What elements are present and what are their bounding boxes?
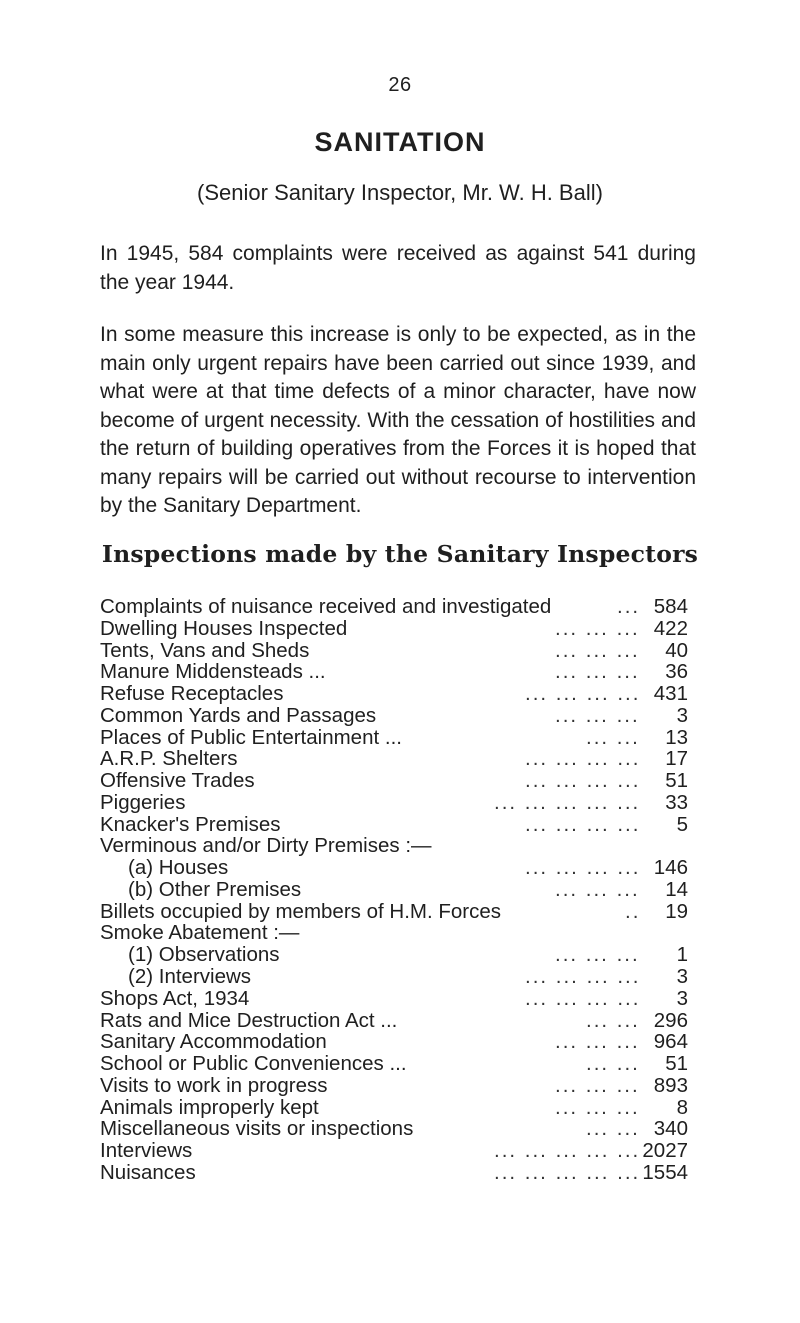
row-label: Shops Act, 1934 [100,986,250,1010]
row-leaders: ... [617,595,641,618]
row-value: 19 [665,899,688,923]
row-value: 2027 [642,1139,688,1163]
row-value: 5 [676,812,688,836]
table-row [100,944,696,966]
row-value: 40 [665,638,688,662]
table-row [100,1118,696,1140]
row-value: 36 [665,660,688,684]
row-leaders: .. [625,899,641,923]
row-leaders: ... ... ... ... [525,769,641,793]
row-label: Rats and Mice Destruction Act ... [100,1008,398,1032]
row-leaders: ... ... ... ... [525,965,641,989]
row-leaders: ... ... ... [555,943,640,967]
row-leaders: ... ... [586,1008,640,1032]
row-label: Dwelling Houses Inspected [100,616,348,640]
row-label: (a) Houses [128,856,229,880]
table-row [100,1097,696,1119]
row-label: Verminous and/or Dirty Premises :— [100,834,432,858]
table-row [100,727,696,749]
row-value: 33 [665,790,688,814]
table-row [100,835,696,857]
row-label: Tents, Vans and Sheds [100,638,310,662]
table-row [100,988,696,1010]
row-leaders: ... ... ... [555,1030,640,1054]
row-label: Places of Public Entertainment ... [100,725,402,749]
row-label: (1) Observations [128,943,280,967]
row-value: 584 [653,595,688,618]
page-number: 26 [388,74,412,96]
row-value: 3 [676,703,688,727]
row-label: School or Public Conveniences ... [100,1052,407,1076]
row-label: Complaints of nuisance received and investigated [100,595,552,618]
row-value: 1554 [642,1160,688,1184]
row-label: Interviews [100,1139,193,1163]
row-value: 146 [653,856,688,880]
row-leaders: ... ... ... ... [525,812,641,836]
row-value: 14 [665,877,688,901]
row-value: 1 [676,943,688,967]
table-row [100,770,696,792]
row-value: 296 [653,1008,688,1032]
table-row [100,922,696,944]
table-row [100,1010,696,1032]
row-label: Smoke Abatement :— [100,921,300,945]
row-leaders: ... ... [586,725,640,749]
page-subtitle: (Senior Sanitary Inspector, Mr. W. H. Ball) [197,180,603,205]
row-label: Knacker's Premises [100,812,281,836]
row-leaders: ... ... ... ... [525,682,641,706]
row-leaders: ... ... ... [555,638,640,662]
table-row [100,814,696,836]
row-value: 8 [676,1095,688,1119]
row-leaders: ... ... ... [555,703,640,727]
row-value: 3 [676,986,688,1010]
table-row [100,966,696,988]
row-leaders: ... ... ... ... [525,747,641,771]
row-leaders: ... ... ... ... ... [494,790,641,814]
table-row [100,640,696,662]
row-leaders: ... ... ... [555,616,640,640]
row-value: 422 [653,616,688,640]
paragraph-complaints: In 1945, 584 complaints were received as against 541 during the year 1944. [100,242,696,294]
section-title: Inspections made by the Sanitary Inspectors [101,540,699,568]
row-label: Animals improperly kept [100,1095,319,1119]
row-label: Miscellaneous visits or inspections [100,1117,414,1141]
table-row [100,705,696,727]
row-label: Nuisances [100,1160,196,1184]
row-value: 13 [665,725,688,749]
row-leaders: ... ... [586,1052,640,1076]
row-value: 340 [653,1117,688,1141]
row-label: Manure Middensteads ... [100,660,326,684]
page-title: SANITATION [314,127,486,157]
row-leaders: ... ... ... [555,1073,640,1097]
row-value: 431 [653,682,688,706]
row-value: 51 [665,1052,688,1076]
table-row [100,618,696,640]
row-label: (2) Interviews [128,965,252,989]
row-label: (b) Other Premises [128,877,302,901]
row-value: 893 [653,1073,688,1097]
table-row [100,1162,696,1184]
table-row [100,879,696,901]
table-row [100,596,696,618]
row-label: Piggeries [100,790,186,814]
row-value: 51 [665,769,688,793]
table-row [100,1075,696,1097]
table-row [100,1031,696,1053]
row-label: A.R.P. Shelters [100,747,238,771]
inspections-table [100,596,696,1184]
row-leaders: ... ... [586,1117,640,1141]
row-leaders: ... ... ... ... [525,856,641,880]
row-leaders: ... ... ... [555,660,640,684]
table-row [100,901,696,923]
table-row [100,1053,696,1075]
table-row [100,683,696,705]
row-leaders: ... ... ... ... ... [494,1160,641,1184]
row-label: Visits to work in progress [100,1073,328,1097]
row-value: 3 [676,965,688,989]
table-row [100,1140,696,1162]
row-label: Refuse Receptacles [100,682,284,706]
table-row [100,792,696,814]
table-row [100,748,696,770]
row-value: 17 [665,747,688,771]
row-label: Offensive Trades [100,769,255,793]
paragraph-explanation: In some measure this increase is only to be expected, as in the main only urgent repairs have been carried out since 1939, and what were at that time defects of a minor character, have now become of urgent necessity. With the cessation of hostilities and the return of building operatives from the Forces it is hoped that many repairs will be carried out without recourse to intervention by the Sanitary Department. [100,323,696,517]
row-leaders: ... ... ... [555,877,640,901]
row-label: Sanitary Accommodation [100,1030,327,1054]
table-row [100,857,696,879]
row-label: Common Yards and Passages [100,703,377,727]
row-leaders: ... ... ... ... ... [494,1139,641,1163]
row-leaders: ... ... ... [555,1095,640,1119]
row-label: Billets occupied by members of H.M. Forces [100,899,502,923]
row-value: 964 [653,1030,688,1054]
row-leaders: ... ... ... ... [525,986,641,1010]
table-row [100,661,696,683]
